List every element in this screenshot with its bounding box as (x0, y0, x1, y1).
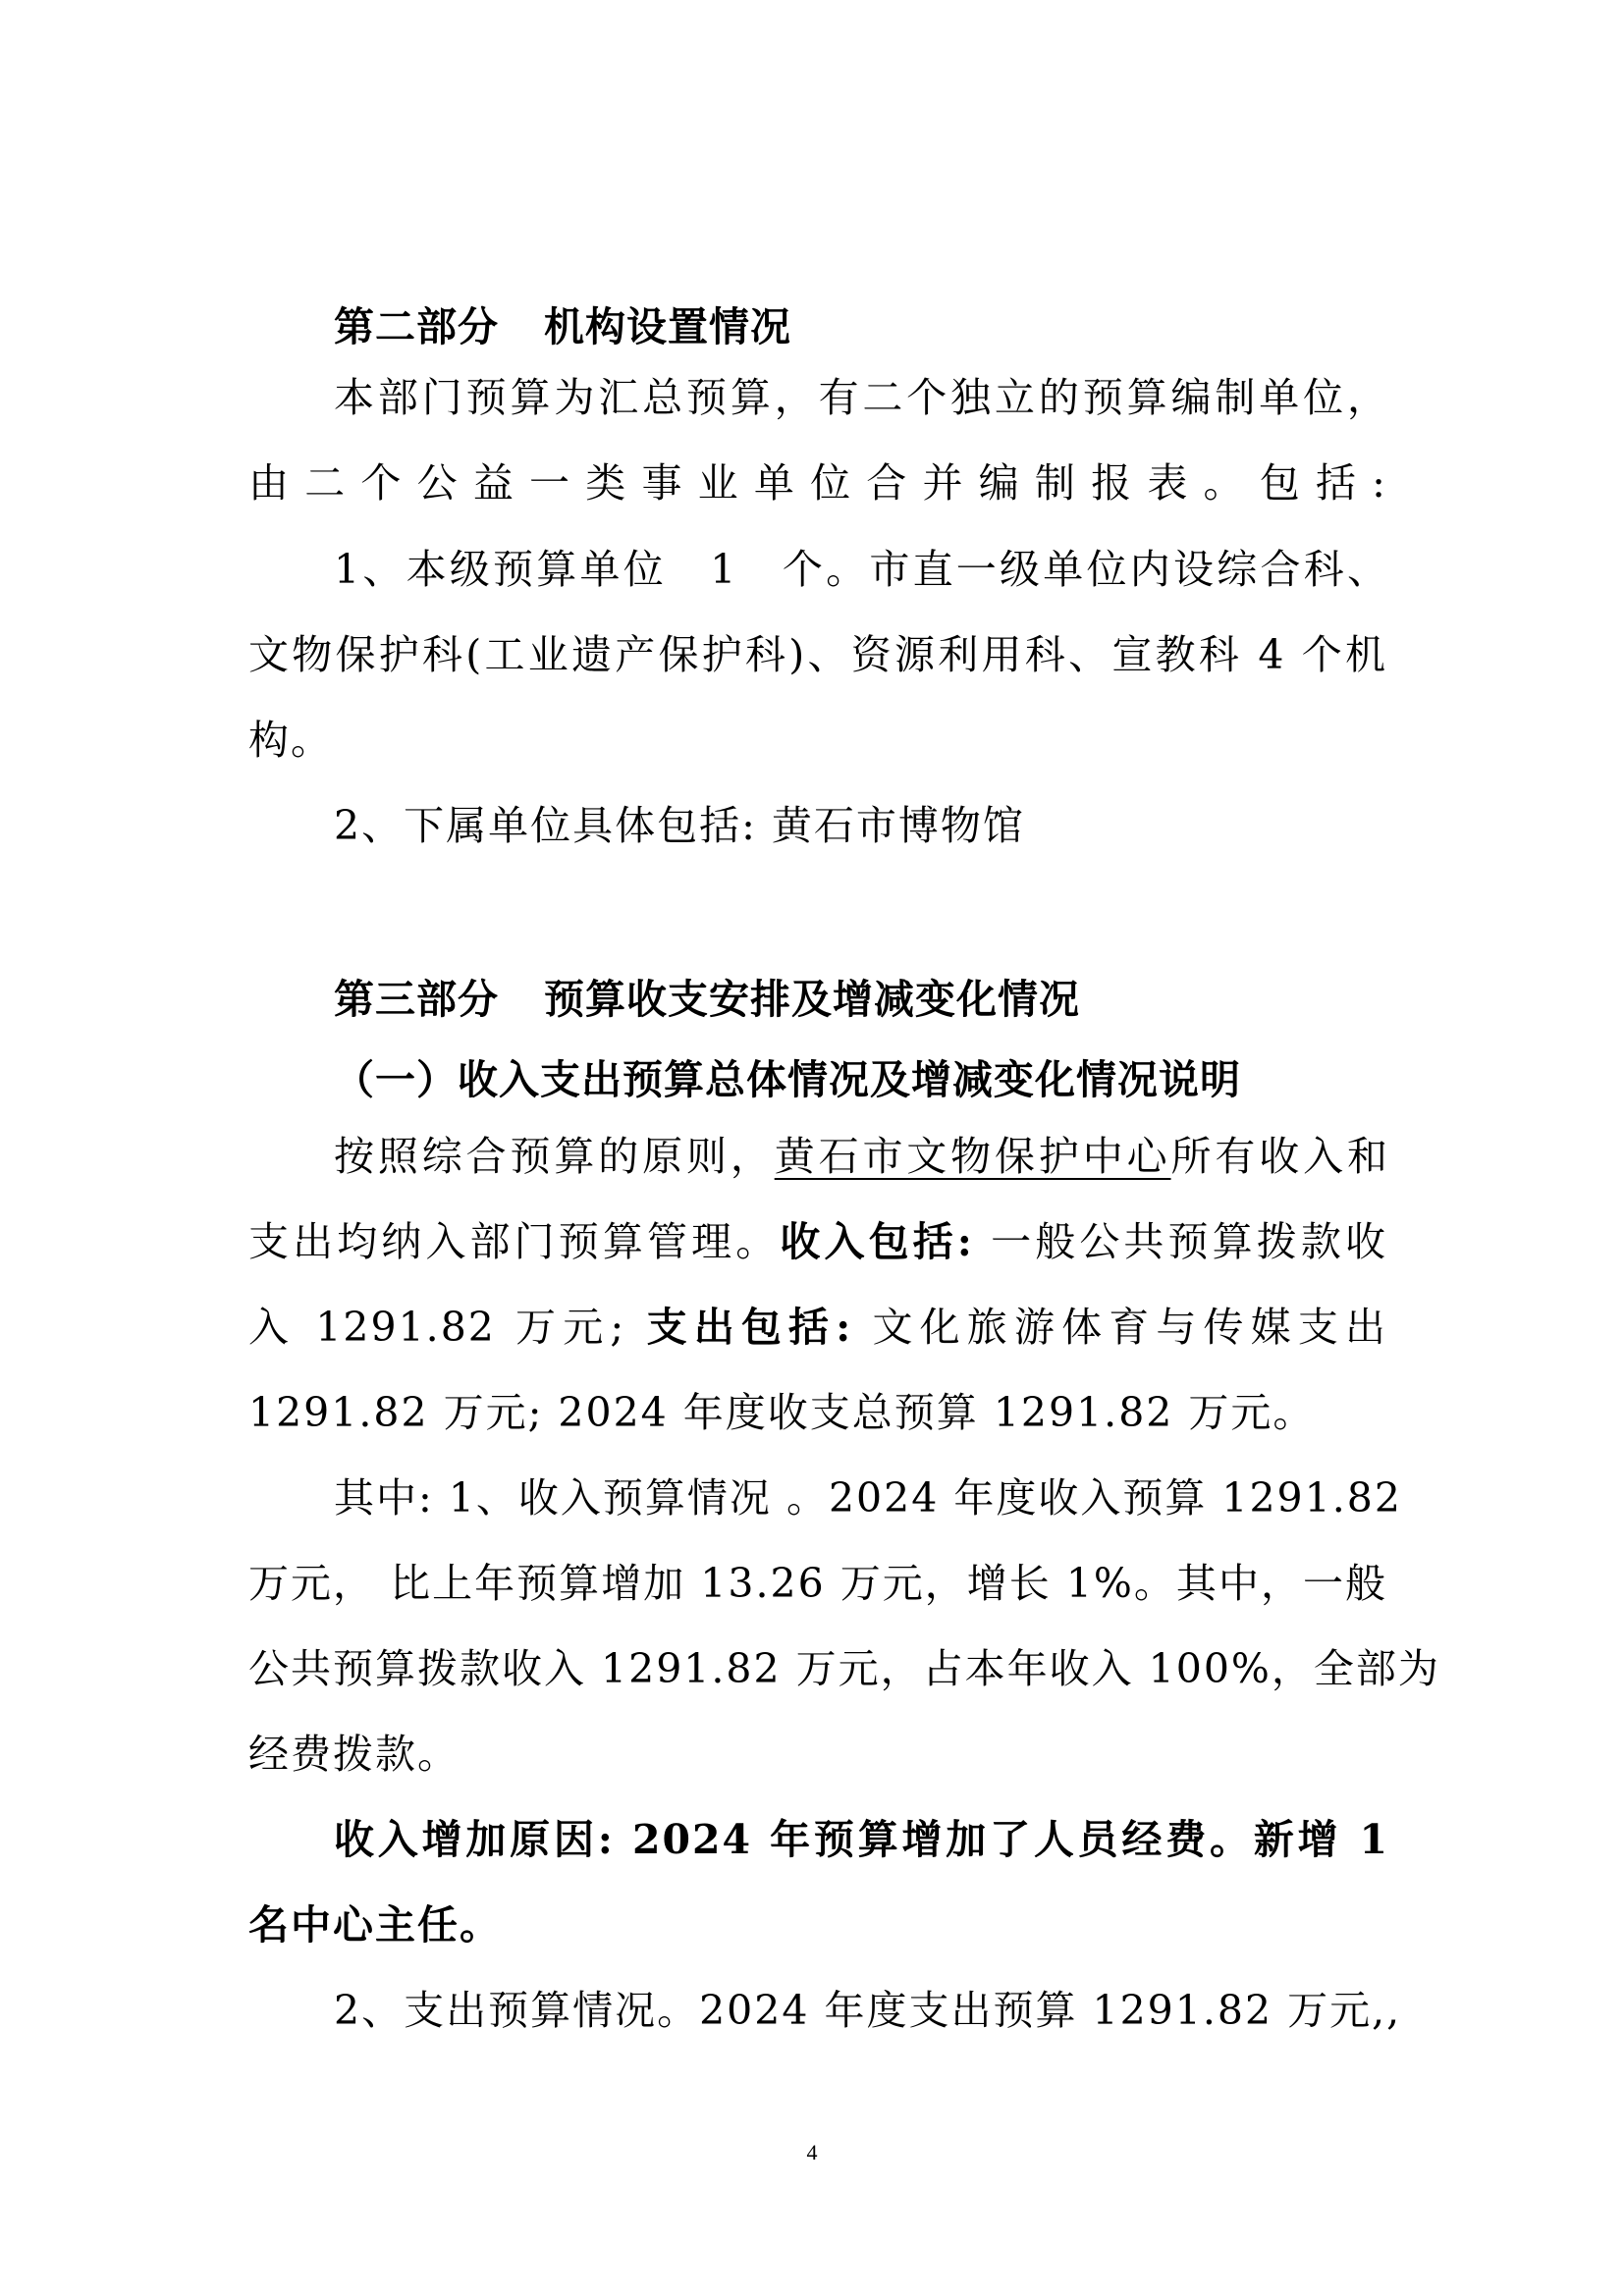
paragraph-line: 2、下属单位具体包括: 黄石市博物馆 (334, 802, 1025, 849)
paragraph-line: 1、本级预算单位 1 个。市直一级单位内设综合科、 (334, 546, 1389, 593)
paragraph-line: 构。 (248, 717, 333, 764)
text-run: 所有收入和 (1170, 1133, 1390, 1180)
text-run: 支出均纳入部门预算管理。 (248, 1218, 781, 1265)
organization-name: 黄石市文物保护中心 (774, 1133, 1171, 1180)
text-run: 按照综合预算的原则， (334, 1133, 775, 1180)
paragraph-line: 经费拨款。 (248, 1731, 460, 1778)
page-number: 4 (806, 2140, 818, 2164)
text-run: 一般公共预算拨款收 (973, 1218, 1387, 1265)
bold-label: 支出包括: (625, 1304, 853, 1351)
bold-label: 收入包括: (780, 1218, 974, 1265)
paragraph-line: 本部门预算为汇总预算，有二个独立的预算编制单位， (334, 374, 1389, 421)
paragraph-line-bold: 名中心主任。 (248, 1901, 502, 1949)
paragraph-line: 文物保护科(工业遗产保护科)、资源利用科、宣教科 4 个机 (248, 631, 1387, 678)
section-heading-label: 第三部分 (334, 976, 499, 1023)
section-heading-label: 第二部分 (334, 303, 499, 350)
paragraph-line (248, 1298, 1387, 1357)
paragraph-line-bold: 收入增加原因: 2024 年预算增加了人员经费。新增 1 (334, 1816, 1389, 1863)
paragraph-line (334, 1127, 1389, 1186)
paragraph-line: 公共预算拨款收入 1291.82 万元，占本年收入 100%，全部为 (248, 1645, 1440, 1692)
paragraph-line: 万元， 比上年预算增加 13.26 万元，增长 1%。其中，一般 (248, 1560, 1387, 1607)
paragraph-line: 2、支出预算情况。2024 年度支出预算 1291.82 万元,, (334, 1987, 1402, 2034)
text-run: 文化旅游体育与传媒支出 (852, 1304, 1387, 1351)
section-heading-title: 预算收支安排及增减变化情况 (544, 976, 1080, 1023)
paragraph-line (248, 1212, 1387, 1271)
section-heading-part3 (334, 970, 1473, 1029)
section-heading-title: 机构设置情况 (544, 303, 791, 350)
section-heading-part2 (334, 297, 1473, 356)
paragraph-line: 其中: 1、收入预算情况 。2024 年度收入预算 1291.82 (334, 1474, 1402, 1522)
text-run: 入 1291.82 万元; (248, 1304, 626, 1351)
paragraph-line: 1291.82 万元; 2024 年度收支总预算 1291.82 万元。 (248, 1389, 1316, 1436)
paragraph-line: 由二个公益一类事业单位合并编制报表。包括: (248, 459, 1387, 507)
sub-heading: （一）收入支出预算总体情况及增减变化情况说明 (334, 1056, 1241, 1103)
